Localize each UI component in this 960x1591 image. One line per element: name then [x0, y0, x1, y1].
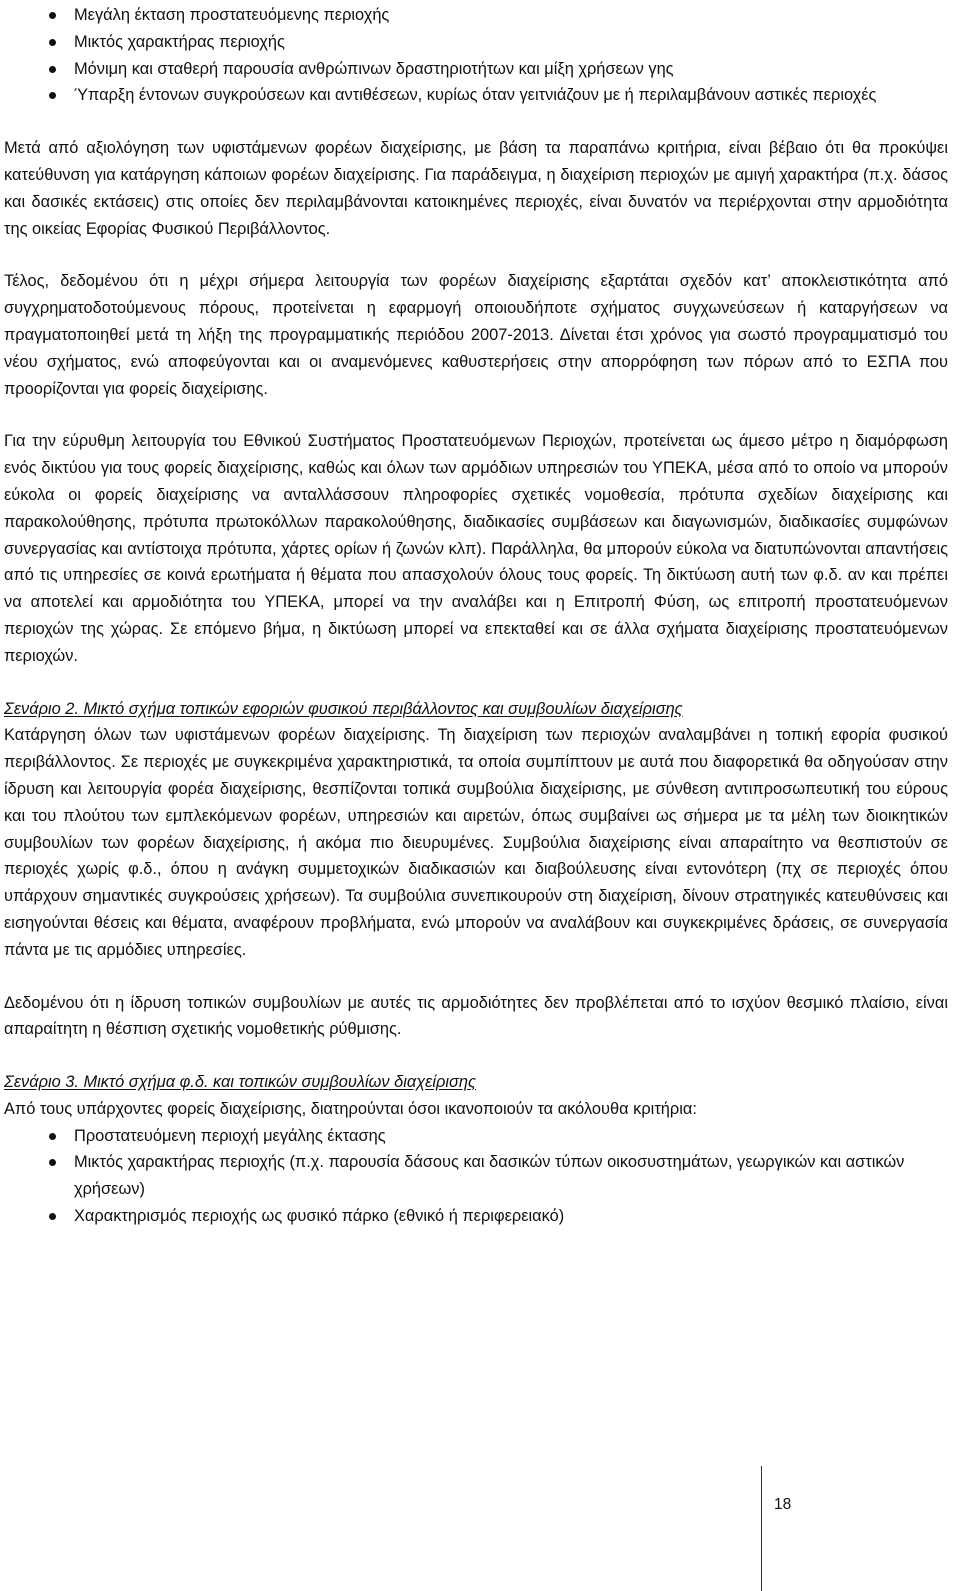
list-item: Μόνιμη και σταθερή παρουσία ανθρώπινων δραστηριοτήτων και μίξη χρήσεων γης — [4, 56, 948, 83]
list-item: Ύπαρξη έντονων συγκρούσεων και αντιθέσεων, κυρίως όταν γειτνιάζουν με ή περιλαμβάνουν αστικές περιοχές — [4, 82, 948, 109]
scenario-3-heading: Σενάριο 3. Μικτό σχήμα φ.δ. και τοπικών συμβουλίων διαχείρισης — [4, 1073, 476, 1092]
paragraph-network: Για την εύρυθμη λειτουργία του Εθνικού Συστήματος Προστατευόμενων Περιοχών, προτείνεται ως άμεσο μέτρο η διαμόρφωση ενός δικτύου για τους φορείς διαχείρισης, καθώς και όλων των αρμόδιων υπηρεσιών του ΥΠΕΚΑ, μέσα από το οποίο να μπορούν εύκολα οι φορείς διαχείρισης να ανταλλάσσουν πληροφορίες σχετικές νομοθεσία, πρότυπα σχεδίων διαχείρισης και παρακολούθησης, πρότυπα πρωτοκόλλων παρακολούθησης, διαδικασίες συμβάσεων και διαγωνισμών, διαδικασίες συμφώνων συνεργασίας και αντίστοιχα πρότυπα, χάρτες ορίων ή ζωνών κλπ). Παράλληλα, θα μπορούν εύκολα να διατυπώνονται απαντήσεις από τις υπηρεσίες σε κοινά ερωτήματα ή θέματα που απασχολούν όλους τους φορείς. Τη δικτύωση αυτή των φ.δ. αν και πρέπει να αποτελεί και αρμοδιότητα του ΥΠΕΚΑ, μπορεί να την αναλάβει και η Επιτροπή Φύση, ως επιτροπή προστατευόμενων περιοχών της χώρας. Σε επόμενο βήμα, η δικτύωση μπορεί να επεκταθεί και σε άλλα σχήματα διαχείρισης προστατευόμενων περιοχών. — [4, 432, 948, 665]
footer-divider — [761, 1466, 762, 1591]
paragraph-scenario-3: Από τους υπάρχοντες φορείς διαχείρισης, διατηρούνται όσοι ικανοποιούν τα ακόλουθα κριτήρια: — [4, 1099, 697, 1118]
list-item: Μικτός χαρακτήρας περιοχής — [4, 29, 948, 56]
page-number: 18 — [774, 1496, 792, 1513]
list-item: Μεγάλη έκταση προστατευόμενης περιοχής — [4, 2, 948, 29]
paragraph-legal-framework: Δεδομένου ότι η ίδρυση τοπικών συμβουλίων με αυτές τις αρμοδιότητες δεν προβλέπεται από το ισχύον θεσμικό πλαίσιο, είναι απαραίτητη η θέσπιση σχετικής νομοθετικής ρύθμισης. — [4, 993, 948, 1039]
list-item: Χαρακτηρισμός περιοχής ως φυσικό πάρκο (εθνικό ή περιφερειακό) — [4, 1203, 948, 1230]
list-item: Μικτός χαρακτήρας περιοχής (π.χ. παρουσία δάσους και δασικών τύπων οικοσυστημάτων, γεωργικών και αστικών χρήσεων) — [4, 1149, 948, 1203]
scenario-2-heading: Σενάριο 2. Μικτό σχήμα τοπικών εφοριών φυσικού περιβάλλοντος και συμβουλίων διαχείρισης — [4, 699, 683, 718]
criteria-bullet-list — [4, 2, 948, 109]
document-body — [4, 0, 948, 1230]
paragraph-timing: Τέλος, δεδομένου ότι η μέχρι σήμερα λειτουργία των φορέων διαχείρισης εξαρτάται σχεδόν κατ’ αποκλειστικότητα από συγχρηματοδοτούμενους πόρους, προτείνεται η εφαρμογή οποιουδήποτε σχήματος συγχωνεύσεων ή καταργήσεων να πραγματοποιηθεί μετά τη λήξη της προγραμματικής περιόδου 2007-2013. Δίνεται έτσι χρόνος για σωστό προγραμματισμό του νέου σχήματος, ενώ αποφεύγονται και οι αναμενόμενες καθυστερήσεις στην απορρόφηση των πόρων από το ΕΣΠΑ που προορίζονται για φορείς διαχείρισης. — [4, 272, 948, 398]
paragraph-scenario-2: Κατάργηση όλων των υφιστάμενων φορέων διαχείρισης. Τη διαχείριση των περιοχών αναλαμβάνει η τοπική εφορία φυσικού περιβάλλοντος. Σε περιοχές με συγκεκριμένα χαρακτηριστικά, τα οποία συμπίπτουν με αυτά που διαφορετικά θα οδηγούσαν στην ίδρυση και λειτουργία φορέα διαχείρισης, θεσπίζονται τοπικά συμβούλια διαχείρισης, με σύνθεση αντιπροσωπευτική του εύρους και του πλούτου των εμπλεκόμενων φορέων, υπηρεσιών και αιρετών, όπως συμβαίνει ως σήμερα με τα μέλη των διοικητικών συμβουλίων των φορέων διαχείρισης, ή ακόμα πιο διευρυμένες. Συμβούλια διαχείρισης είναι απαραίτητο να θεσπιστούν σε περιοχές χωρίς φ.δ., όπου η ανάγκη συμμετοχικών διαδικασιών και διαβούλευσης είναι εντονότερη (πχ σε περιοχές όπου υπάρχουν σημαντικές συγκρούσεις χρήσεων). Τα συμβούλια συνεπικουρούν στη διαχείριση, δίνουν στρατηγικές κατευθύνσεις και εισηγούνται θέσεις και θέματα, αναφέρουν προβλήματα, ενώ μπορούν να αναλάβουν και συγκεκριμένες δράσεις, σε συνεργασία πάντα με τις αρμόδιες υπηρεσίες. — [4, 726, 948, 959]
list-item: Προστατευόμενη περιοχή μεγάλης έκτασης — [4, 1123, 948, 1150]
paragraph-evaluation: Μετά από αξιολόγηση των υφιστάμενων φορέων διαχείρισης, με βάση τα παραπάνω κριτήρια, είναι βέβαιο ότι θα προκύψει κατεύθυνση για κατάργηση κάποιων φορέων διαχείρισης. Για παράδειγμα, η διαχείριση περιοχών με αμιγή χαρακτήρα (π.χ. δάσος και δασικές εκτάσεις) στις οποίες δεν περιλαμβάνονται κατοικημένες περιοχές, είναι δυνατόν να περιέρχονται στην αρμοδιότητα της οικείας Εφορίας Φυσικού Περιβάλλοντος. — [4, 139, 948, 238]
scenario-3-bullet-list — [4, 1123, 948, 1230]
